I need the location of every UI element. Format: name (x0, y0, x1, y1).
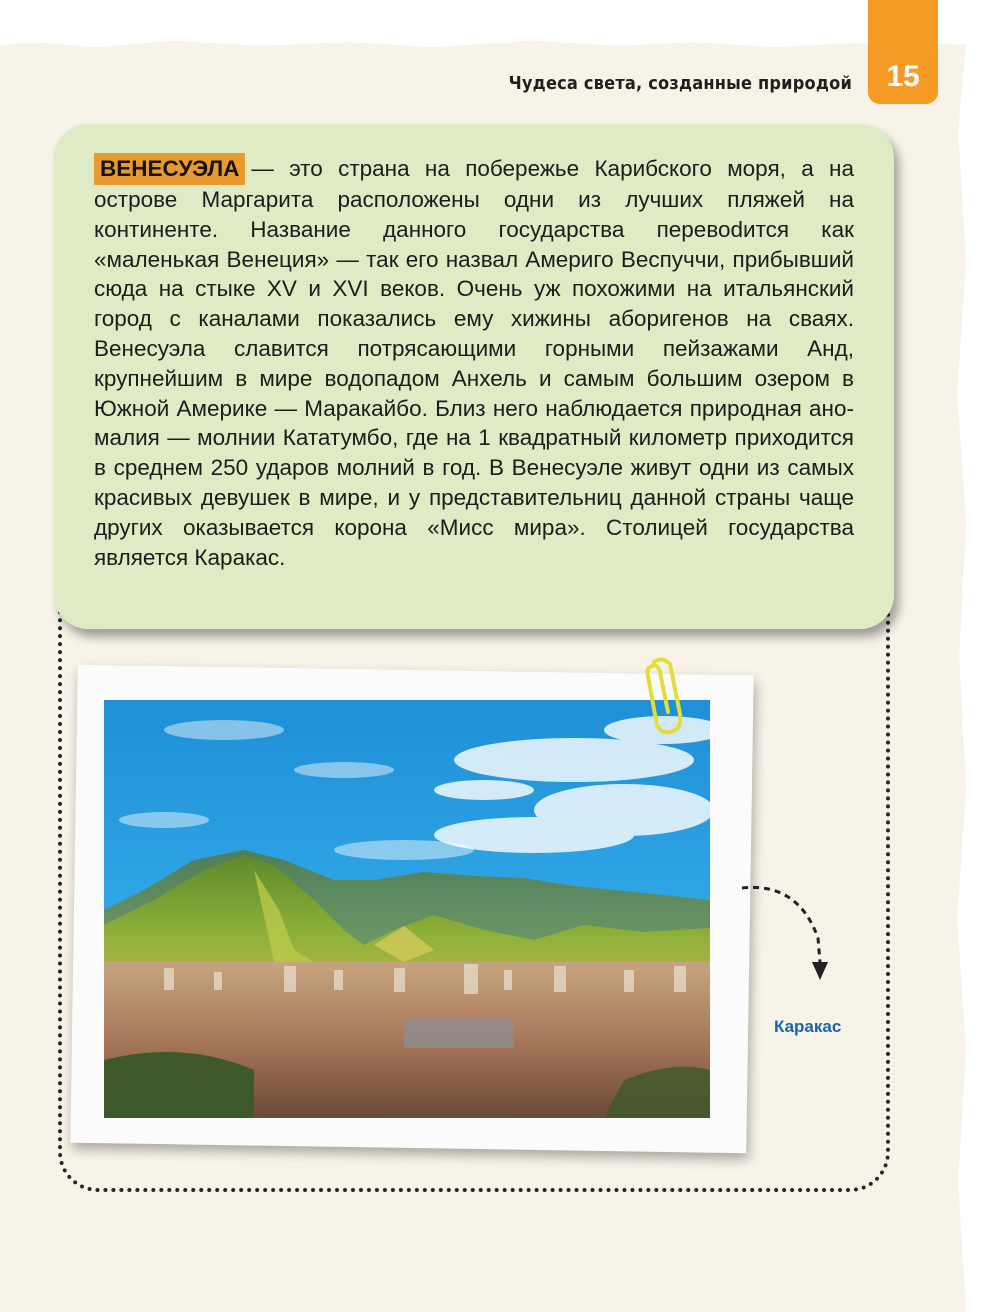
dashed-arrow-icon (738, 878, 838, 988)
country-highlight: ВЕНЕСУЭЛА (94, 153, 245, 185)
paperclip-icon (640, 654, 686, 740)
page-number-tab (868, 0, 938, 104)
running-head: Чудеса света, созданные природой (508, 73, 852, 94)
article-paragraph (94, 153, 854, 572)
photo-caption: Каракас (774, 1017, 842, 1036)
caracas-photo (104, 700, 710, 1118)
article-text: — это страна на побережье Карибского моря, а на острове Маргарита расположены одни из лучших пляжей на континенте. Название данного государства перевоdится как «маленькая Венеция» — так его назвал Америго Веспуччи, прибывший сюда на стыке XV и XVI веков. Очень уж похожими на итальянский город с каналами показались ему хижины аборигенов на сваях. Венесуэла славится потрясающими горными пейзажами Анд, крупнейшим в мире водопадом Анхель и самым большим озером в Южной Америке — Маракайбо. Близ него наблюдается природная аномалия — молнии Кататумбо, где на 1 квадратный километр приходится в среднем 250 ударов молний в год. В Венесуэле живут одни из самых красивых девушек в мире, и у представительниц данной страны чаще других оказывается корона «Мисс мира». Столицей государства является Каракас. (94, 156, 854, 570)
caracas-landscape-image (104, 700, 710, 1118)
article-box (54, 124, 894, 629)
page-number: 15 (886, 60, 920, 93)
